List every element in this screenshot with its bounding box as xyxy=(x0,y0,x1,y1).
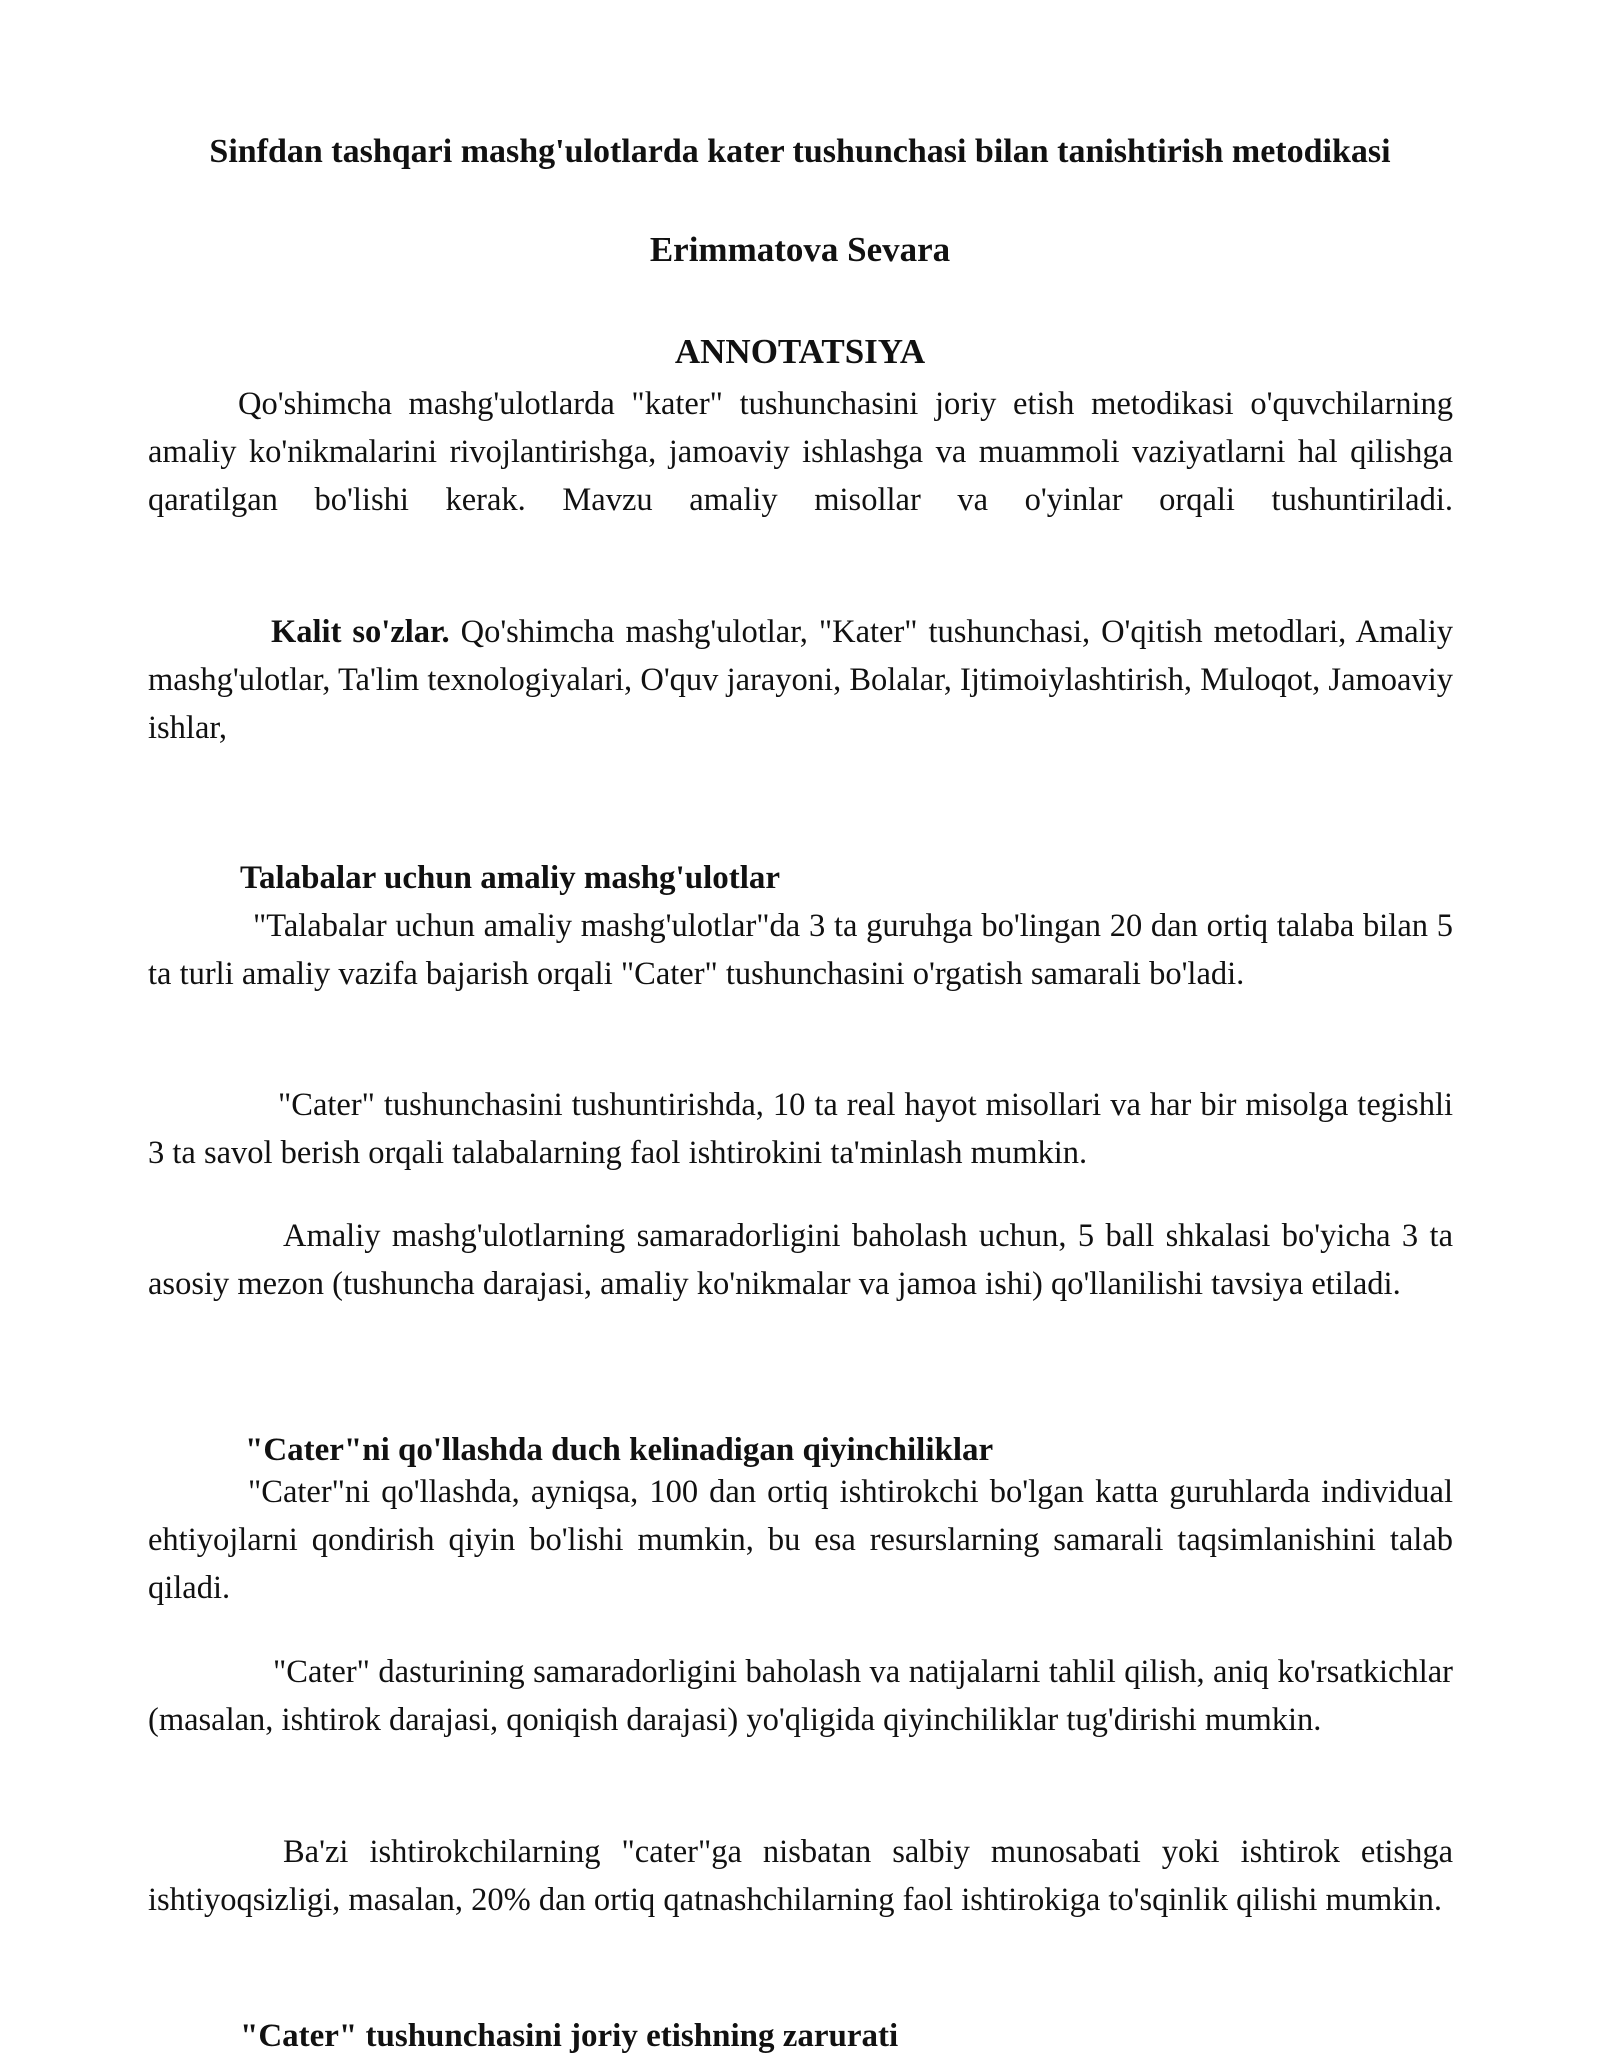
paragraph: "Cater"ni qo'llashda, ayniqsa, 100 dan ortiq ishtirokchi bo'lgan katta guruhlarda individual ehtiyojlarni qondirish qiyin bo'lishi mumkin, bu esa resurslarning samarali taqsimlanishini talab qiladi. xyxy=(148,1474,1453,1606)
annotation-paragraph: Qo'shimcha mashg'ulotlarda "kater" tushunchasini joriy etish metodikasi o'quvchilarning amaliy ko'nikmalarini rivojlantirishga, jamoaviy ishlashga va muammoli vaziyatlarni hal qilishga qaratilgan bo'lishi kerak. Mavzu amaliy misollar va o'yinlar orqali tushuntiriladi. xyxy=(148,386,1453,518)
paragraph: "Cater" dasturining samaradorligini baholash va natijalarni tahlil qilish, aniq ko'rsatkichlar (masalan, ishtirok darajasi, qoniqish darajasi) yo'qligida qiyinchiliklar tug'dirishi mumkin. xyxy=(148,1654,1453,1738)
section-heading-necessity: "Cater" tushunchasini joriy etishning zarurati xyxy=(240,2018,899,2054)
annotation-heading: ANNOTATSIYA xyxy=(674,332,926,371)
keywords-text: Qo'shimcha mashg'ulotlar, "Kater" tushunchasi, O'qitish metodlari, Amaliy mashg'ulotlar, Ta'lim texnologiyalari, O'quv jarayoni, Bolalar, Ijtimoiylashtirish, Muloqot, Jamoaviy ishlar, xyxy=(148,614,1453,746)
section-heading-difficulties: "Cater"ni qo'llashda duch kelinadigan qiyinchiliklar xyxy=(245,1432,994,1468)
author-name: Erimmatova Sevara xyxy=(649,230,951,269)
paragraph: "Talabalar uchun amaliy mashg'ulotlar"da 3 ta guruhga bo'lingan 20 dan ortiq talaba bilan 5 ta turli amaliy vazifa bajarish orqali "Cater" tushunchasini o'rgatish samarali bo'ladi. xyxy=(148,908,1453,992)
keywords-label: Kalit so'zlar. xyxy=(271,614,450,650)
paragraph: Ba'zi ishtirokchilarning "cater"ga nisbatan salbiy munosabati yoki ishtirok etishga ishtiyoqsizligi, masalan, 20% dan ortiq qatnashchilarning faol ishtirokiga to'sqinlik qilishi mumkin. xyxy=(148,1834,1453,1918)
document-title: Sinfdan tashqari mashg'ulotlarda kater tushunchasi bilan tanishtirish metodikasi xyxy=(209,133,1391,170)
paragraph: Amaliy mashg'ulotlarning samaradorligini baholash uchun, 5 ball shkalasi bo'yicha 3 ta asosiy mezon (tushuncha darajasi, amaliy ko'nikmalar va jamoa ishi) qo'llanilishi tavsiya etiladi. xyxy=(148,1218,1453,1302)
section-heading-practical: Talabalar uchun amaliy mashg'ulotlar xyxy=(240,860,781,896)
keywords-paragraph xyxy=(148,608,1453,752)
paragraph: "Cater" tushunchasini tushuntirishda, 10 ta real hayot misollari va har bir misolga tegishli 3 ta savol berish orqali talabalarning faol ishtirokini ta'minlash mumkin. xyxy=(148,1087,1453,1171)
